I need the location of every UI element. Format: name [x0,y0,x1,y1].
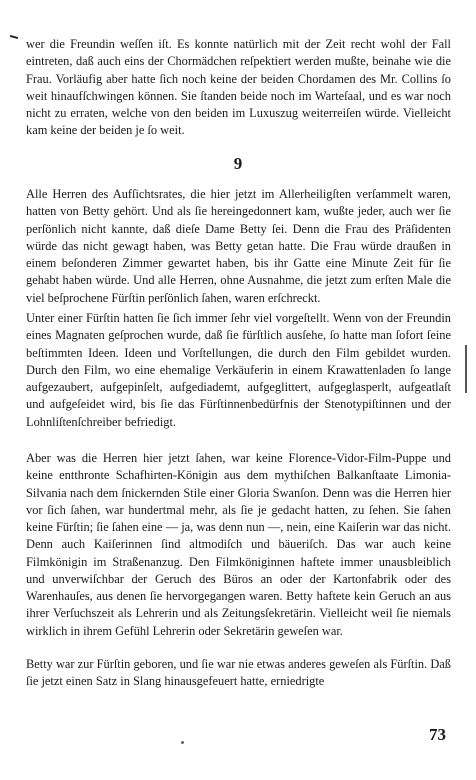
chapter-number: 9 [233,154,243,173]
paragraph-3: Unter einer Fürſtin hatten ſie ſich immer ſehr viel vorgeſtellt. Wenn von der Freundin eines Magnaten geſprochen wurde, daß ſie fürſtlich ausſehe, ſo hatte man ſofort ſeine beſtimmten Ideen. Ideen und Vorſtellungen, die durch den Film gebildet wurden. Durch den Film, wo eine ehemalige Verkäuferin in einem Krawattenladen ſo lange aufgezaubert, aufgepinſelt, aufgediademt, aufgeglittert, aufgeglasperlt, aufgeatlaſt und aufgeſeidet wird, bis ſie das Fürſtinnenbedürfnis der Stenotypiſtinnen und der Lohnliſtenſchreiber befriedigt. [26,311,451,429]
paragraph-4: Aber was die Herren hier jetzt ſahen, war keine Florence-Vidor-Film-Puppe und keine entthronte Schafhirten-Königin aus dem mythiſchen Balkanſtaate Limonia-Silvania nach dem ſnickernden Stile einer Gloria Swanſon. Denn was die Herren hier vor ſich ſahen, war hundertmal mehr, als ſie je gedacht hatten, zu ſehen. Sie ſahen keine Fürſtin; ſie ſahen eine — ja, was denn nun —, nein, eine Kaiſerin war das nicht. Denn auch Kaiſerinnen ſind altmodiſch und bäueriſch. Das war auch keine Filmkönigin im Straßenanzug. Den Filmköniginnen haftete immer unausbleiblich und unverwiſchbar der Geruch des Büros an oder der Kartonfabrik oder des Warenhauſes, aus denen ſie hervorgegangen waren. Betty haftete kein Geruch an aus ihrer Verſuchszeit als Lehrerin und als Zeitungsſekretärin. Vielleicht weil ſie niemals wirklich in ihrem Gefühl Lehrerin oder Sekretärin geweſen war. [26,451,451,638]
print-speck [181,741,184,744]
page-number: 73 [429,725,446,744]
paragraph-5: Betty war zur Fürſtin geboren, und ſie war nie etwas anderes geweſen als Fürſtin. Daß ſie jetzt einen Satz in Slang hinausgefeuert hatte, erniedrigte [26,657,451,689]
margin-mark [10,35,18,39]
paragraph-2: Alle Herren des Aufſichtsrates, die hier jetzt im Allerheiligſten verſammelt waren, hatten von Betty gehört. Und als ſie hereingedonnert kam, wußte jeder, auch wer ſie perſönlich nicht kannte, daß dieſe Dame Betty ſei. Denn die Frau des Präſidenten würde das nicht gewagt haben, was Betty getan hatte. Die Frau würde draußen in einem beſonderen Zimmer gewartet haben, bis ihr Gatte eine Minute Zeit für ſie gehabt haben würde. Und alle Herren, ohne Ausnahme, die jetzt zum erſten Male die viel beſprochene Fürſtin perſönlich ſahen, waren erſchreckt. [26,187,451,305]
margin-line [465,345,467,393]
paragraph-1: wer die Freundin weſſen iſt. Es konnte natürlich mit der Zeit recht wohl der Fall eintreten, daß auch eins der Chormädchen reſpektiert werden mußte, beinahe wie die Frau. Vorläufig aber hatte ſich noch keine der beiden Chordamen des Mr. Collins ſo weit hinaufſchwingen können. Sie ſtanden beide noch im Warteſaal, und es war noch nicht zu erraten, welche von den beiden im Luxuszug weiterreiſen würde. Vielleicht kam keine der beiden je ſo weit. [26,37,451,138]
